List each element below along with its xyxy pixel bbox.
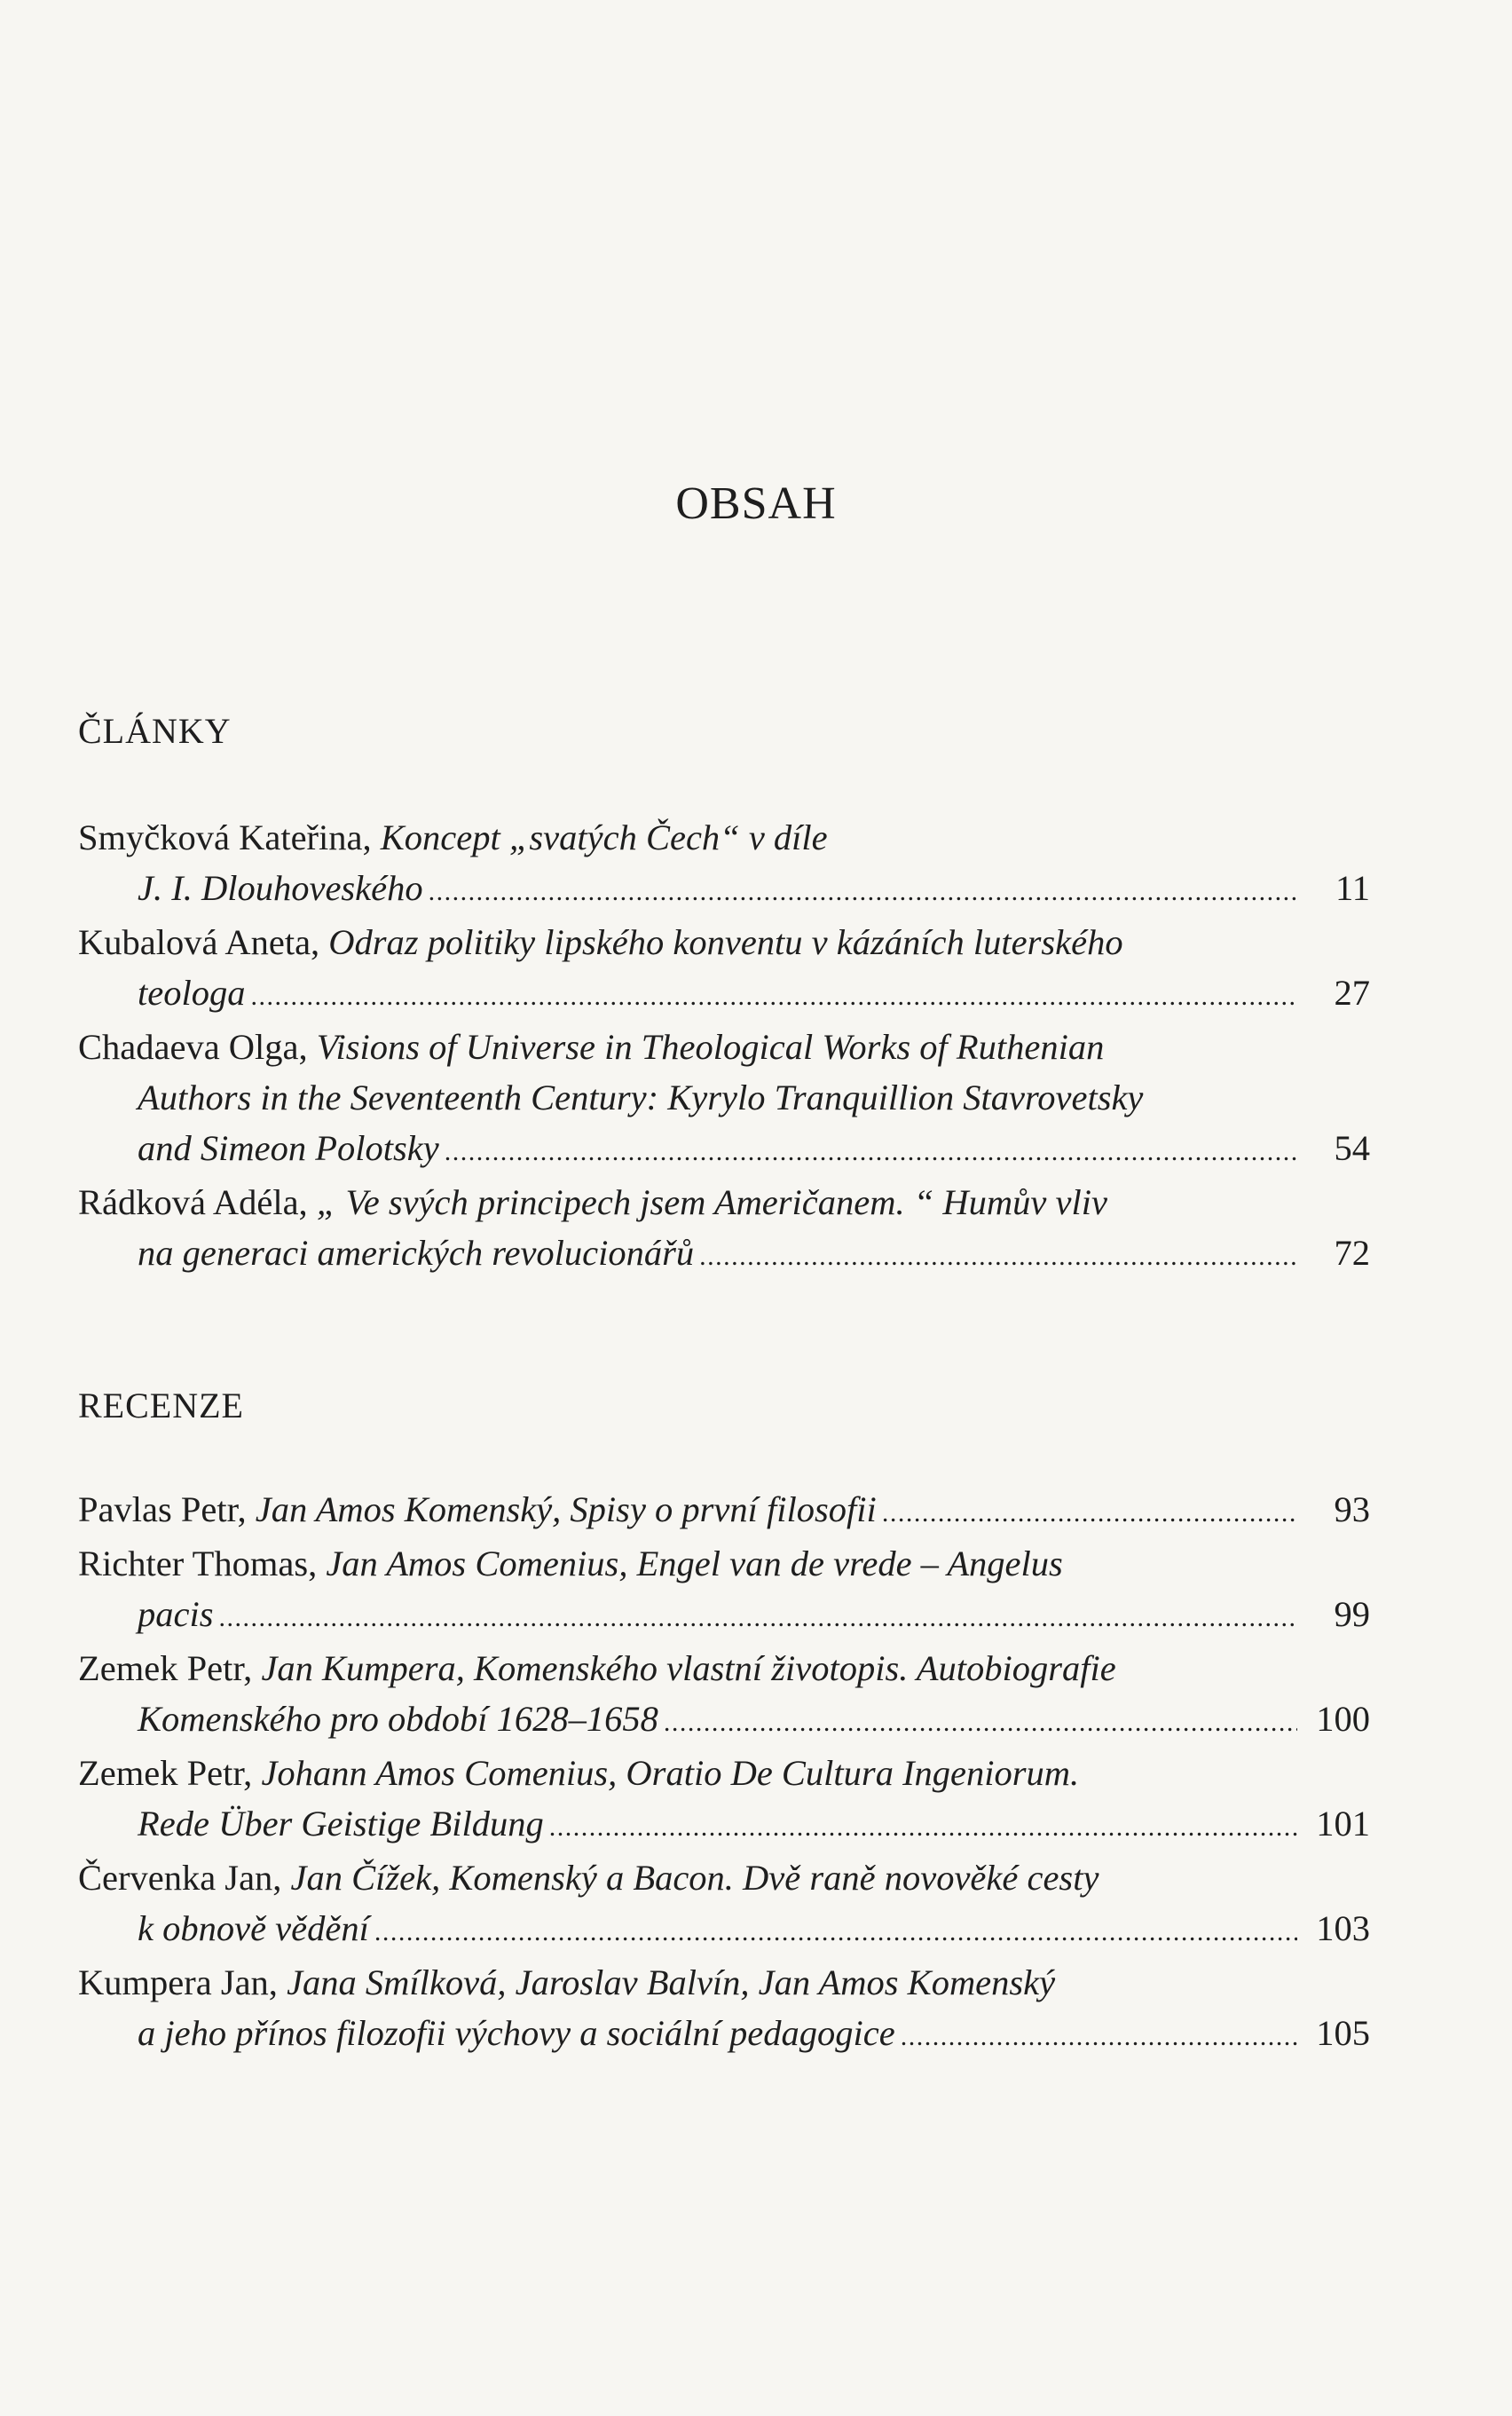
entry-title-cont: pacis <box>138 1594 214 1634</box>
toc-entry[interactable] <box>78 1643 1370 1748</box>
toc-entry[interactable] <box>78 1538 1370 1643</box>
entry-title: Jan Kumpera, Komenského vlastní životopis. Autobiografie <box>261 1648 1116 1688</box>
dot-leader <box>429 866 1297 917</box>
entry-title: Johann Amos Comenius, Oratio De Cultura Ingeniorum. <box>261 1753 1080 1793</box>
toc-entry[interactable] <box>78 917 1370 1022</box>
entry-author: Zemek Petr, <box>78 1753 262 1793</box>
page-number: 101 <box>1316 1804 1370 1844</box>
dot-leader <box>901 2011 1297 2062</box>
section-heading-clanky: ČLÁNKY <box>78 711 232 751</box>
entry-title-cont: Komenského pro období 1628–1658 <box>138 1699 658 1739</box>
toc-recenze <box>78 1484 1370 2062</box>
entry-title: Jan Amos Komenský, Spisy o první filosofii <box>255 1489 877 1529</box>
entry-title: Visions of Universe in Theological Works of Ruthenian <box>316 1027 1105 1067</box>
entry-title: Odraz politiky lipského konventu v kázáních luterského <box>328 922 1123 962</box>
toc-entry[interactable] <box>78 1177 1370 1282</box>
entry-title-cont: Authors in the Seventeenth Century: Kyrylo Tranquillion Stavrovetsky <box>138 1078 1144 1117</box>
page-number: 103 <box>1316 1908 1370 1948</box>
dot-leader <box>250 971 1297 1022</box>
dot-leader <box>374 1907 1297 1957</box>
entry-author: Červenka Jan, <box>78 1858 291 1898</box>
entry-author: Rádková Adéla, <box>78 1182 317 1222</box>
page-number: 54 <box>1334 1128 1370 1168</box>
dot-leader <box>882 1488 1297 1538</box>
entry-title-cont: na generaci amerických revolucionářů <box>138 1233 695 1273</box>
toc-entry[interactable] <box>78 1957 1370 2062</box>
entry-author: Richter Thomas, <box>78 1544 327 1583</box>
toc-entry[interactable] <box>78 1852 1370 1957</box>
entry-author: Kubalová Aneta, <box>78 922 329 962</box>
entry-title-cont: J. I. Dlouhoveského <box>138 868 423 908</box>
entry-author: Kumpera Jan, <box>78 1962 287 2002</box>
dot-leader <box>219 1592 1298 1643</box>
page-number: 27 <box>1334 973 1370 1013</box>
entry-title: Jan Čížek, Komenský a Bacon. Dvě raně novověké cesty <box>290 1858 1099 1898</box>
entry-title-cont: a jeho přínos filozofii výchovy a sociální pedagogice <box>138 2013 895 2053</box>
page-number: 105 <box>1316 2013 1370 2053</box>
toc-entry[interactable] <box>78 1022 1370 1177</box>
entry-author: Smyčková Kateřina, <box>78 817 381 857</box>
entry-title: „ Ve svých principech jsem Američanem. “ Humův vliv <box>316 1182 1107 1222</box>
entry-title: Jan Amos Comenius, Engel van de vrede – Angelus <box>326 1544 1063 1583</box>
entry-title-cont: and Simeon Polotsky <box>138 1128 439 1168</box>
dot-leader <box>445 1126 1297 1177</box>
entry-author: Zemek Petr, <box>78 1648 262 1688</box>
entry-title-cont: k obnově vědění <box>138 1908 369 1948</box>
toc-entry[interactable] <box>78 1484 1370 1538</box>
entry-title-cont: teologa <box>138 973 246 1013</box>
page-number: 100 <box>1316 1699 1370 1739</box>
page-number: 93 <box>1334 1489 1370 1529</box>
entry-author: Pavlas Petr, <box>78 1489 256 1529</box>
toc-entry[interactable] <box>78 1748 1370 1852</box>
dot-leader <box>664 1697 1297 1748</box>
entry-title: Koncept „svatých Čech“ v díle <box>380 817 828 857</box>
page-number: 99 <box>1334 1594 1370 1634</box>
page-number: 72 <box>1334 1233 1370 1273</box>
dot-leader <box>549 1802 1297 1852</box>
dot-leader <box>699 1231 1297 1282</box>
section-heading-recenze: RECENZE <box>78 1386 244 1425</box>
entry-title: Jana Smílková, Jaroslav Balvín, Jan Amos Komenský <box>287 1962 1056 2002</box>
entry-author: Chadaeva Olga, <box>78 1027 317 1067</box>
toc-entry[interactable] <box>78 812 1370 917</box>
page-title: OBSAH <box>675 478 837 529</box>
entry-title-cont: Rede Über Geistige Bildung <box>138 1804 544 1844</box>
page-number: 11 <box>1335 868 1370 908</box>
toc-clanky <box>78 812 1370 1282</box>
